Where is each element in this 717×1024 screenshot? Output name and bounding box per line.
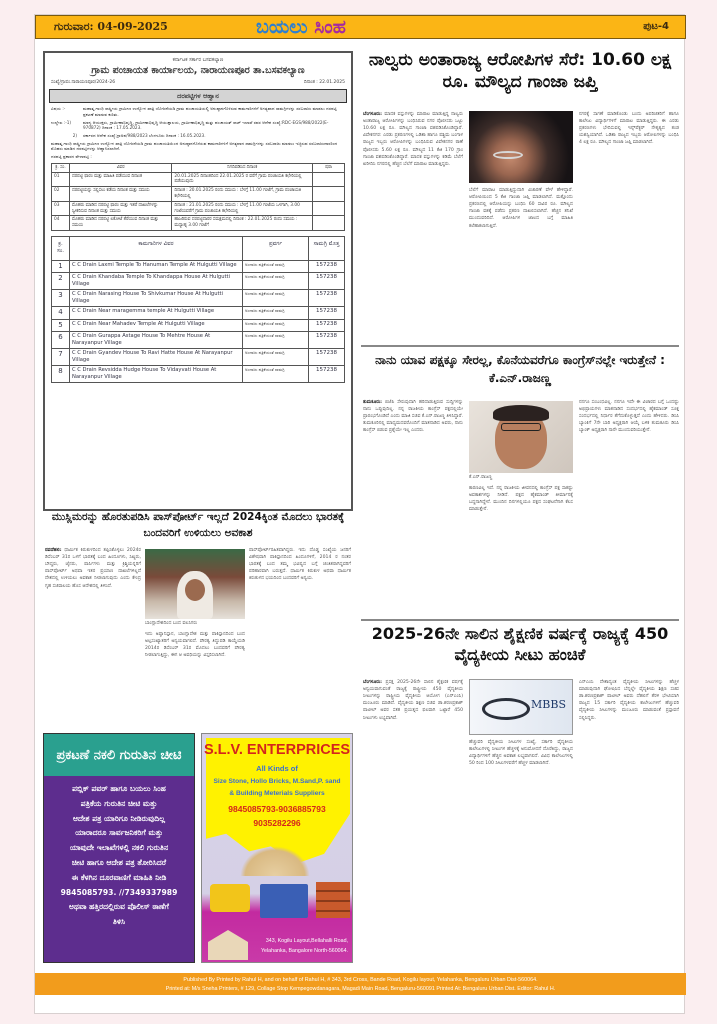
title-part-1: ಬಯಲು xyxy=(256,16,308,38)
works-cell-work: C C Drain Near Mahadev Temple At Hulgutti Village xyxy=(70,319,243,331)
medical-col-3: ಎನ್‌ಎಂಸಿ ದೇಶಾದ್ಯಂತ ವೈದ್ಯಕೀಯ ಸೀಟುಗಳನ್ನು ಹೆಚ್ಚಳ ಮಾಡುವುದಾಗಿ ಘೋಷಿಸಿದ ಬೆನ್ನಲ್ಲೇ ವೈದ್ಯಕೀಯ ಶಿಕ್ಷಣ ಸಚಿವ ಡಾ.ಶರಣಪ್ರಕಾಶ್ ಪಾಟೀಲ್ ಅವರು ದೆಹಲಿಗೆ ತೆರಳಿ ಭೇಟಿಯಾಗಿ ರಾಜ್ಯದ 15 ಸರ್ಕಾರಿ ವೈದ್ಯಕೀಯ ಕಾಲೇಜುಗಳಿಗೆ ಹೆಚ್ಚುವರಿ ವೈದ್ಯಕೀಯ ಸೀಟುಗಳನ್ನು ಮಂಜೂರು ಮಾಡುವಂತೆ ಪ್ರಸ್ತಾವನೆ ಸಲ್ಲಿಸಿದ್ದರು. xyxy=(579,680,679,721)
notice-body: ಮಹಾತ್ಮ ಗಾಂಧಿ ರಾಷ್ಟ್ರೀಯ ಗ್ರಾಮೀಣ ಉದ್ಯೋಗ ಖಾತ್ರಿ ಯೋಜನೆಯಡಿ ಗ್ರಾಮ ಪಂಚಾಯತಿಯಿಂದ ಅನುಷ್ಠಾನಗೊಳಿಸುವ ಕಾಮಗಾರಿಗಳಿಗೆ ಅಗತ್ಯವಾದ ಸಾಮಗ್ರಿಗಳನ್ನು ಸರಬರಾಜು ಮಾಡಲು ಇಚ್ಛಿಸುವ ಸರಬರಾಜುದಾರರಿಂದ ಮೊಹರು ಮಾಡಿದ ದರಪಟ್ಟಿಗಳನ್ನು ಆಹ್ವಾನಿಸಲಾಗಿದೆ. xyxy=(51,140,338,152)
works-cell-no: 3 xyxy=(52,290,70,307)
notice-reference-1 xyxy=(51,120,345,131)
slv-line-3: & Building Meterials Suppliers xyxy=(229,790,325,797)
fake-id-ad-line: ತಿಳಿಸಿ xyxy=(112,917,126,927)
notice-banner: ದರಪಟ್ಟಿಗಳ ಆಹ್ವಾನ xyxy=(49,89,347,104)
works-row xyxy=(52,260,345,272)
section-divider-2 xyxy=(361,619,679,621)
rajanna-col-2: ಕಾರಣವಿಲ್ಲ ಇದೆ. ನನ್ನ ರಾಜಕೀಯ ಜೀವನದಲ್ಲಿ ಕಾಂಗ್ರೆಸ್ ಪಕ್ಷ ಸಾಕಷ್ಟು ಅವಕಾಶಗಳನ್ನು ನೀಡಿದೆ. ಪಕ್ಷದ ಹೈಕಮಾಂಡ್ ತೀರ್ಮಾನಕ್ಕೆ ಬದ್ಧನಾಗಿದ್ದೇನೆ. ಮುಂದಿನ ದಿನಗಳಲ್ಲಿಯೂ ಪಕ್ಷದ ಸಂಘಟನೆಗಾಗಿ ಕೆಲಸ ಮಾಡುತ್ತೇನೆ. xyxy=(469,486,573,513)
passport-headline: ಮುಸ್ಲಿಮರನ್ನು ಹೊರತುಪಡಿಸಿ ಪಾಸ್‌ಪೋರ್ಟ್ ಇಲ್ಲದೆ 2024ಕ್ಕಿಂತ ಮೊದಲು ಭಾರತಕ್ಕೆ ಬಂದವರಿಗೆ ಉಳಿಯಲು ಅವಕಾಶ xyxy=(51,511,345,540)
works-col-amount: ಸಾಮಗ್ರಿ ಮೊತ್ತ xyxy=(309,236,345,260)
ganja-headline: ನಾಲ್ವರು ಅಂತಾರಾಜ್ಯ ಆರೋಪಿಗಳ ಸೆರೆ: 10.60 ಲಕ್ಷ ರೂ. ಮೌಲ್ಯದ ಗಾಂಜಾ ಜಪ್ತಿ xyxy=(368,50,672,93)
mbbs-label: MBBS xyxy=(531,698,566,711)
schedule-cell-detail: ಮೊಹರು ಮಾಡಿದ ದರಪಟ್ಟಿ ಲಕೋಟೆ ತೆರೆಯುವ ದಿನಾಂಕ ಮತ್ತು ಸಮಯ xyxy=(70,216,172,231)
fake-id-ad-line: 9845085793. //7349337989 xyxy=(60,887,178,897)
subject-label: ವಿಷಯ :- xyxy=(51,106,66,112)
works-cell-mode: ಅಂದಾಜು ಪತ್ರಿಕೆಯಂತೆ ಸಾಮಗ್ರಿ xyxy=(243,349,309,366)
rajanna-text-1: ಬಿಜೆಪಿ ಸೇರುವುದಾಗಿ ಹರಿದಾಡುತ್ತಿರುವ ಸುದ್ದಿಗಳನ್ನು ನಾನು ಒಪ್ಪುವುದಿಲ್ಲ. ನನ್ನ ರಾಜಕೀಯ ಕಾಂಗ್ರೆಸ್ ಪಕ್ಷದಲ್ಲಿಯೇ ಪ್ರಾರಂಭಗೊಂಡಿದೆ ಎಂದು ಮಾಜಿ ಸಚಿವ ಕೆ.ಎನ್.ರಾಜಣ್ಣ ತಿಳಿಸಿದ್ದಾರೆ. ತುಮಕೂರಿನಲ್ಲಿ ಮಾಧ್ಯಮದವರೊಂದಿಗೆ ಮಾತನಾಡಿದ ಅವರು, ನಾನು ಕಾಂಗ್ರೆಸ್ ಬಿಡುವ ಪ್ರಶ್ನೆಯೇ ಇಲ್ಲ ಎಂದರು. xyxy=(363,400,463,434)
passport-text-1: ಧಾರ್ಮಿಕ ಕಿರುಕುಳದಿಂದ ತಪ್ಪಿಸಿಕೊಳ್ಳಲು 2024ರ ಡಿಸೆಂಬರ್ 31ರ ಒಳಗೆ ಭಾರತಕ್ಕೆ ಬಂದ ಹಿಂದೂಗಳು, ಸಿಖ್ಖರು, ಬೌದ್ಧರು, ಜೈನರು, ಪಾರ್ಸಿಗಳು ಮತ್ತು ಕ್ರಿಶ್ಚಿಯನ್ನರಿಗೆ ಪಾಸ್‌ಪೋರ್ಟ್ ಅಥವಾ ಇತರ ಪ್ರಯಾಣ ದಾಖಲೆಗಳಿಲ್ಲದೆ ದೇಶದಲ್ಲಿ ಉಳಿಯಲು ಅವಕಾಶ ನೀಡಲಾಗುವುದು ಎಂದು ಕೇಂದ್ರ ಗೃಹ ಸಚಿವಾಲಯ ಹೊಸ ಆದೇಶದಲ್ಲಿ ತಿಳಿಸಿದೆ. xyxy=(45,548,141,589)
works-cell-mode: ಅಂದಾಜು ಪತ್ರಿಕೆಯಂತೆ ಸಾಮಗ್ರಿ xyxy=(243,273,309,290)
rajanna-headline: ನಾನು ಯಾವ ಪಕ್ಷಕ್ಕೂ ಸೇರಲ್ಲ, ಕೊನೆಯವರೆಗೂ ಕಾಂಗ್ರೆಸ್‌ನಲ್ಲೇ ಇರುತ್ತೇನೆ : ಕೆ.ಎನ್.ರಾಜಣ್ಣ xyxy=(375,353,665,385)
slv-address-1: 343, Kogilu Layout,Bellahalli Road, xyxy=(265,938,348,944)
works-cell-mode: ಅಂದಾಜು ಪತ್ರಿಕೆಯಂತೆ ಸಾಮಗ್ರಿ xyxy=(243,332,309,349)
fake-id-ad-line: ಯಾವುದೇ ಇಲಾಖೆಗಳಲ್ಲಿ ನಕಲಿ ಗುರುತಿನ xyxy=(69,843,169,853)
rajanna-photo xyxy=(469,401,573,473)
reference-2-label: 2) xyxy=(72,133,77,139)
works-cell-no: 5 xyxy=(52,319,70,331)
schedule-cell-detail: ದರಪಟ್ಟಿ ಫಾರಂ ಮತ್ತು ಮಾಹಿತಿ ಪಡೆಯುವ ದಿನಾಂಕ xyxy=(70,172,172,187)
page-number: ಪುಟ-4 xyxy=(643,21,669,32)
works-cell-no: 2 xyxy=(52,273,70,290)
works-cell-no: 1 xyxy=(52,260,70,272)
subject-text: ಮಹಾತ್ಮ ಗಾಂಧಿ ರಾಷ್ಟ್ರೀಯ ಗ್ರಾಮೀಣ ಉದ್ಯೋಗ ಖಾತ್ರಿ ಯೋಜನೆಯಡಿ ಗ್ರಾಮ ಪಂಚಾಯತಿಯಲ್ಲಿ ಅನುಷ್ಠಾನಗೊಳಿಸುವ ಕಾಮಗಾರಿಗಳಿಗೆ ಅಗತ್ಯವಾದ ಸಾಮಗ್ರಿಗಳನ್ನು ಸರಬರಾಜು ಮಾಡಲು ದರಪಟ್ಟಿ ಪ್ರಕಟಣೆ ಮಾಡುವ ಕುರಿತು. xyxy=(83,106,337,118)
works-cell-work: C C Drain Gyandev House To Ravi Hatte House At Narayanpur Village xyxy=(70,349,243,366)
newspaper-page xyxy=(34,14,685,1014)
slv-enterprises-ad xyxy=(201,733,353,963)
medical-col-2: ಹೆಚ್ಚುವರಿ ವೈದ್ಯಕೀಯ ಸೀಟುಗಳ ಸಂಖ್ಯೆ, ಸರ್ಕಾರಿ ವೈದ್ಯಕೀಯ ಕಾಲೇಜುಗಳಲ್ಲಿ ಸೀಟುಗಳ ಹೆಚ್ಚಳಕ್ಕೆ ಅನುಮೋದನೆ ದೊರೆತಿದ್ದು, ರಾಜ್ಯದ ವಿದ್ಯಾರ್ಥಿಗಳಿಗೆ ಹೆಚ್ಚಿನ ಅವಕಾಶ ಲಭ್ಯವಾಗಲಿದೆ. ವಿವಿಧ ಕಾಲೇಜುಗಳಲ್ಲಿ 50 ರಿಂದ 100 ಸೀಟುಗಳವರೆಗೆ ಹೆಚ್ಚಳ ಮಾಡಲಾಗಿದೆ. xyxy=(469,740,573,767)
spectacles-shape xyxy=(501,423,541,431)
works-cell-amount: 157238 xyxy=(309,260,345,272)
passport-col-3: ಪಾಸ್‌ಪೋರ್ಟ್‌ರಹಿತವಾಗಿದ್ದರು. ಇದು ದೊಡ್ಡ ಸಂಖ್ಯೆಯ ಜನರಿಗೆ ವಿಶೇಷವಾಗಿ ಪಾಕಿಸ್ತಾನದಿಂದ ಹಿಂದೂಗಳಿಗೆ, 2014 ರ ನಂತರ ಭಾರತಕ್ಕೆ ಬಂದ ತಮ್ಮ ಭವಿಷ್ಯದ ಬಗ್ಗೆ ಚಿಂತಿತರಾಗಿದ್ದವರಿಗೆ ಪರಿಹಾರವಾಗಿ ಬರುತ್ತದೆ. ಧಾರ್ಮಿಕ ಕಿರುಕುಳ ಅಥವಾ ಧಾರ್ಮಿಕ ಕಿರುಕುಳದ ಭಯದಿಂದ ಬಂದವರಿಗೆ ಅನ್ವಯ. xyxy=(249,548,351,582)
schedule-label: ದರಪಟ್ಟಿ ಪ್ರಕಾರದ ವೇಳಾಪಟ್ಟಿ : xyxy=(51,154,92,160)
works-cell-work: C C Drain Near maragemma temple At Hulgutti Village xyxy=(70,307,243,319)
works-cell-work: C C Drain Narasing House To Shivkumar House At Hulgutti Village xyxy=(70,290,243,307)
works-row xyxy=(52,349,345,366)
ganja-text-1: ಮಾದಕ ವಸ್ತುಗಳನ್ನು ಮಾರಾಟ ಮಾಡುತ್ತಿದ್ದ ನಾಲ್ವರು ಅಂತಾರಾಜ್ಯ ಆರೋಪಿಗಳನ್ನು ಬಂಧಿಸಿರುವ ನಗರ ಪೊಲೀಸರು ಒಟ್ಟು 10.60 ಲಕ್ಷ ರೂ. ಮೌಲ್ಯದ ಗಾಂಜಾ ವಶಪಡಿಸಿಕೊಂಡಿದ್ದಾರೆ. ವಿವೇಕನಗರ: ಎರಡು ಪ್ರಕರಣಗಳಲ್ಲಿ ಒಡಿಶಾ ಹಾಗೂ ಪಶ್ಚಿಮ ಬಂಗಾಳ ರಾಜ್ಯದ ಇಬ್ಬರು ಆರೋಪಿಗಳನ್ನು ಬಂಧಿಸಿರುವ ವಿವೇಕನಗರ ಠಾಣೆ ಪೊಲೀಸರು 5.60 ಲಕ್ಷ ರೂ. ಮೌಲ್ಯದ 11 ಕೆಜಿ 170 ಗ್ರಾಂ ಗಾಂಜಾ ವಶಪಡಿಸಿಕೊಂಡಿದ್ದಾರೆ. ಮಾದಕ ವಸ್ತುಗಳನ್ನು ಕಡಿಮೆ ಬೆಲೆಗೆ ಖರೀದಿಸಿ ನಗರದಲ್ಲಿ ಹೆಚ್ಚಿನ ಬೆಲೆಗೆ ಮಾರಾಟ ಮಾಡುತ್ತಿದ್ದರು. xyxy=(363,112,463,167)
notice-reference-2 xyxy=(51,133,345,139)
passport-photo-caption: ಬಾಂಗ್ಲಾದೇಶದಿಂದ ಬಂದ ವಲಸಿಗರು xyxy=(145,621,198,626)
excavator-shape xyxy=(210,884,250,912)
schedule-cell-date: ಹಾಜರಿರುವ ದರಪಟ್ಟಿದಾರರ ಸಮಕ್ಷಮದಲ್ಲಿ ದಿನಾಂಕ : 22.01.2025 ರಂದು ಸಮಯ : ಮಧ್ಯಾಹ್ನ 3.00 ಗಂಟೆಗೆ xyxy=(172,216,313,231)
notice-department: ಕರ್ನಾಟಕ ಸರ್ಕಾರ ಬಸವಕಲ್ಯಾಣ xyxy=(172,57,224,63)
schedule-table xyxy=(51,163,345,231)
works-cell-amount: 157238 xyxy=(309,273,345,290)
fake-id-ad-line: ಪತ್ರಿಕೆಯ ಗುರುತಿನ ಚೀಟಿ ಮತ್ತು xyxy=(80,798,158,808)
schedule-cell-remarks xyxy=(313,201,345,216)
ganja-col-2: ಬೆಲೆಗೆ ಮಾರಾಟ ಮಾಡುತ್ತಿದ್ದುದಾಗಿ ವಿಚಾರಣೆ ವೇಳೆ ಹೇಳಿದ್ದಾರೆ. ಆರೋಪಿಯಿಂದ 5 ಕೆಜಿ ಗಾಂಜಾ ಜಪ್ತಿ ಮಾಡಲಾಗಿದೆ. ಮತ್ತೊಂದು ಪ್ರಕರಣದಲ್ಲಿ ಆರೋಪಿಯನ್ನು ಬಂಧಿಸಿ 60 ಸಾವಿರ ರೂ. ಮೌಲ್ಯದ ಗಾಂಜಾ ವಶಕ್ಕೆ ಪಡೆದು ಪ್ರಕರಣ ದಾಖಲಿಸಲಾಗಿದೆ. ಹೆಚ್ಚಿನ ತನಿಖೆ ಮುಂದುವರಿದಿದೆ. ಆರೋಪಿಗಳ ಜಾಲದ ಬಗ್ಗೆ ಮಾಹಿತಿ ಕಲೆಹಾಕಲಾಗುತ್ತಿದೆ. xyxy=(469,188,573,229)
medical-text-1: ಪ್ರಸಕ್ತ 2025-26ನೇ ಸಾಲಿನ ಶೈಕ್ಷಣಿಕ ವರ್ಷಕ್ಕೆ ಅನ್ವಯವಾಗುವಂತೆ ರಾಜ್ಯಕ್ಕೆ ರಾಷ್ಟ್ರೀಯ 450 ವೈದ್ಯಕೀಯ ಸೀಟುಗಳನ್ನು ರಾಷ್ಟ್ರೀಯ ವೈದ್ಯಕೀಯ ಆಯೋಗ (ಎನ್‌ಎಂಸಿ) ಮಂಜೂರು ಮಾಡಿದೆ. ವೈದ್ಯಕೀಯ ಶಿಕ್ಷಣ ಸಚಿವ ಡಾ.ಶರಣಪ್ರಕಾಶ್ ಪಾಟೀಲ್ ಅವರ ಸತತ ಪ್ರಯತ್ನದ ಫಲವಾಗಿ ಒಟ್ಟಾರೆ 450 ಸೀಟುಗಳು ಲಭ್ಯವಾಗಿವೆ. xyxy=(363,680,463,721)
rajanna-dateline: ತುಮಕೂರು: xyxy=(363,400,382,405)
fake-id-ad-line: ಚೀಟಿ ಹಾಗೂ ಆದೇಶ ಪತ್ರ ತೋರಿಸಿದರೆ xyxy=(71,857,167,867)
slv-phone-2: 9035282296 xyxy=(253,818,301,828)
schedule-cell-detail: ದರಪಟ್ಟಿಯನ್ನು ಸಲ್ಲಿಸಲು ಕಡೆಯ ದಿನಾಂಕ ಮತ್ತು ಸಮಯ xyxy=(70,187,172,202)
works-cell-mode: ಅಂದಾಜು ಪತ್ರಿಕೆಯಂತೆ ಸಾಮಗ್ರಿ xyxy=(243,260,309,272)
works-col-work: ಕಾಮಗಾರಿಗಳ ವಿವರ xyxy=(70,236,243,260)
notice-office: ಗ್ರಾಮ ಪಂಚಾಯತ ಕಾರ್ಯಾಲಯ, ನಾರಾಯಣಪೂರ ತಾ.ಬಸವಕಲ್ಯಾಣ xyxy=(91,64,305,76)
passport-dateline: ನವದೆಹಲಿ: xyxy=(45,548,62,553)
masthead xyxy=(35,15,686,39)
works-cell-mode: ಅಂದಾಜು ಪತ್ರಿಕೆಯಂತೆ ಸಾಮಗ್ರಿ xyxy=(243,290,309,307)
medical-headline: 2025-26ನೇ ಸಾಲಿನ ಶೈಕ್ಷಣಿಕ ವರ್ಷಕ್ಕೆ ರಾಜ್ಯಕ್ಕೆ 450 ವೈದ್ಯಕೀಯ ಸೀಟು ಹಂಚಿಕೆ xyxy=(371,624,669,665)
works-cell-mode: ಅಂದಾಜು ಪತ್ರಿಕೆಯಂತೆ ಸಾಮಗ್ರಿ xyxy=(243,319,309,331)
slv-address-2: Yelahanka, Bangalore North-560064. xyxy=(261,948,348,954)
ganja-dateline: ಬೆಂಗಳೂರು: xyxy=(363,112,382,117)
bricks-shape xyxy=(316,882,350,918)
slv-line-2: Size Stone, Hollo Bricks, M.Sand,P. sand xyxy=(213,778,341,785)
slv-line-1: All Kinds of xyxy=(256,764,298,773)
fake-id-ad-line: ಪಬ್ಲಿಕ್ ಪವರ್ ಹಾಗೂ ಬಯಲು ಸಿಂಹ xyxy=(72,784,166,793)
newspaper-title xyxy=(256,16,346,38)
schedule-cell-date: ದಿನಾಂಕ : 21.01.2025 ರಂದು ಸಮಯ : ಬೆಳಗ್ಗೆ 11.00 ಗಂಟೆಯ ಒಳಗಾಗಿ, 3.00 ಗಂಟೆಯವರೆಗೆ ಗ್ರಾಮ ಪಂಚಾಯತಿ ಕಛೇರಿಯಲ್ಲಿ xyxy=(172,201,313,216)
works-row xyxy=(52,366,345,383)
rajanna-photo-caption: ಕೆ.ಎನ್.ರಾಜಣ್ಣ xyxy=(469,475,493,480)
works-cell-amount: 157238 xyxy=(309,319,345,331)
works-cell-amount: 157238 xyxy=(309,366,345,383)
schedule-row xyxy=(52,172,345,187)
section-divider xyxy=(361,345,679,347)
works-cell-work: C C Drain Khandaba Temple To Khandappa House At Hulgutti Village xyxy=(70,273,243,290)
fake-id-notice-ad xyxy=(43,733,195,963)
footer-line-2: Printed at: M/s Sneha Printers, # 129, Collage Stop Kempegowdanagara, Magadi Main Road, Bengaluru-560091 Printed At: Bengaluru Urban Dist. Editor: Rahul H. xyxy=(165,985,556,992)
slv-phone-1: 9845085793-9036885793 xyxy=(228,804,326,814)
schedule-col-detail: ವಿವರ xyxy=(70,163,172,172)
works-table xyxy=(51,236,345,383)
works-row xyxy=(52,307,345,319)
rajanna-col-3: ನನಗೂ ಸಂಬಂಧವಿಲ್ಲ. ನನಗೂ ಇದೇ ಈ ವಿಚಾರದ ಬಗ್ಗೆ ಒಂದಷ್ಟು ಅಭಿಪ್ರಾಯಗಳು ಮಾತನಾಡಿದ ಸಂದರ್ಭದಲ್ಲಿ ಹೈಕಮಾಂಡ್ ಸೂಕ್ತ ಸಂದರ್ಭದಲ್ಲಿ ನಿರ್ಧಾರ ತೆಗೆದುಕೊಳ್ಳುತ್ತದೆ ಎಂದು ಹೇಳಿದರು. ಡಿಸಿಸಿ ಬ್ಯಾಂಕಿಗೆ 7ನೇ ಬಾರಿ ಅಧ್ಯಕ್ಷರಾಗಿ ಆಯ್ಕೆ ಬಳಿಕ ತುಮಕೂರು ಡಿಸಿಸಿ ಬ್ಯಾಂಕ್ ಅಧ್ಯಕ್ಷರಾಗಿ ನಾನೇ ಮುಂದುವರಿಯುತ್ತೇನೆ. xyxy=(579,400,679,434)
works-cell-amount: 157238 xyxy=(309,332,345,349)
works-cell-no: 8 xyxy=(52,366,70,383)
schedule-cell-date: 20.01.2025 ದಿನಾಂಕದಿಂದ 22.01.2025 ರ ವರೆಗೆ ಗ್ರಾಮ ಪಂಚಾಯತಿ ಕಛೇರಿಯಲ್ಲಿ ಪಡೆಯುವುದು xyxy=(172,172,313,187)
reference-1-text: ಮಾನ್ಯ ಆಯುಕ್ತರು, ಗ್ರಾಮೀಣಾಭಿವೃದ್ಧಿ, ಗ್ರಾಮೀಣಾಭಿವೃದ್ಧಿ ಆಯುಕ್ತಾಲಯ, ಗ್ರಾಮೀಣಾಭಿವೃದ್ಧಿ ಮತ್ತು ಪಂಚಾಯತ್ ರಾಜ್ ಇಲಾಖೆ ರವರ ಆದೇಶ ಸಂಖ್ಯೆ:RDC-EGS/988/2022(E-970872) ದಿನಾಂಕ : 17.05.2023. xyxy=(83,119,329,131)
schedule-row xyxy=(52,201,345,216)
handcuffs-photo xyxy=(469,111,573,183)
refugees-photo xyxy=(145,549,245,619)
works-cell-no: 4 xyxy=(52,307,70,319)
works-row xyxy=(52,290,345,307)
works-cell-work: C C Drain Revsidda Hudge House To Vidayvati House At Narayanpur Village xyxy=(70,366,243,383)
sand-pile-shape xyxy=(240,846,310,876)
works-cell-amount: 157238 xyxy=(309,349,345,366)
ganja-col-1 xyxy=(363,111,463,341)
fake-id-ad-title: ಪ್ರಕಟಣೆ ನಕಲಿ ಗುರುತಿನ ಚೀಟಿ xyxy=(44,734,194,776)
schedule-cell-date: ದಿನಾಂಕ : 20.01.2025 ರಂದು ಸಮಯ : ಬೆಳಗ್ಗೆ 11.00 ಗಂಟೆಗೆ, ಗ್ರಾಮ ಪಂಚಾಯತಿ ಕಛೇರಿಯಲ್ಲಿ xyxy=(172,187,313,202)
fake-id-ad-line: ಯಾರಾದರೂ ಸಾರ್ವಜನಿಕರಿಗೆ ಮತ್ತು xyxy=(75,828,163,838)
title-part-2: ಸಿಂಹ xyxy=(314,16,346,38)
schedule-cell-no: 02 xyxy=(52,187,70,202)
schedule-cell-no: 03 xyxy=(52,201,70,216)
works-cell-amount: 157238 xyxy=(309,290,345,307)
works-cell-work: C C Drain Laxmi Temple To Hanuman Temple At Hulgutti Village xyxy=(70,260,243,272)
medical-col-1 xyxy=(363,679,463,967)
works-cell-mode: ಅಂದಾಜು ಪತ್ರಿಕೆಯಂತೆ ಸಾಮಗ್ರಿ xyxy=(243,307,309,319)
fake-id-ad-body xyxy=(44,776,194,936)
rajanna-col-1 xyxy=(363,399,463,619)
mbbs-photo xyxy=(469,679,573,735)
schedule-col-date: ನಿಗದಿಪಡಿಸಿದ ದಿನಾಂಕ xyxy=(172,163,313,172)
schedule-cell-detail: ಮೊಹರು ಮಾಡಿದ ದರಪಟ್ಟಿ ಫಾರಂ ಮತ್ತು ಇತರೆ ದಾಖಲೆಗಳನ್ನು ಸ್ವೀಕರಿಸುವ ದಿನಾಂಕ ಮತ್ತು ಸಮಯ xyxy=(70,201,172,216)
passport-col-1 xyxy=(45,547,141,727)
reference-label: ಉಲ್ಲೇಖ :-1) xyxy=(51,119,72,125)
schedule-cell-remarks xyxy=(313,172,345,187)
slv-name: S.L.V. ENTERPRICES xyxy=(203,742,351,758)
tender-notice xyxy=(43,51,353,511)
notice-subject xyxy=(51,106,345,117)
truck-shape xyxy=(260,884,308,918)
stethoscope-shape xyxy=(482,698,530,720)
footer-line-1: Published By Printed by Rahul H, and on behalf of Rahul H, # 343, 3rd Cross, Bande Road, Kogilu layout, Yelahanka, Bengaluru Urban Dist-560064. xyxy=(183,977,538,983)
face-shape-2 xyxy=(185,579,205,601)
hair-shape xyxy=(493,405,549,421)
notice-ref-no: ಸಂಖ್ಯೆ/ಗ್ರಾಪಂ.ನಾರಾಯಣಪೂರ/2024-26 xyxy=(51,79,116,85)
schedule-cell-no: 01 xyxy=(52,172,70,187)
schedule-cell-remarks xyxy=(313,216,345,231)
handcuff-ring xyxy=(493,151,523,159)
fake-id-ad-line: ಈ ಕೆಳಗಿನ ದೂರವಾಣಿಗೆ ಮಾಹಿತಿ ನೀಡಿ xyxy=(71,872,167,882)
works-row xyxy=(52,319,345,331)
imprint-footer xyxy=(35,973,686,995)
medical-dateline: ಬೆಂಗಳೂರು: xyxy=(363,680,382,685)
passport-col-2: ಇದು ಅಫ್ಘಾನಿಸ್ತಾನ, ಬಾಂಗ್ಲಾದೇಶ ಮತ್ತು ಪಾಕಿಸ್ತಾನದಿಂದ ಬಂದ ಅಲ್ಪಸಂಖ್ಯಾತರಿಗೆ ಅನ್ವಯವಾಗಲಿದೆ. ಪೌರತ್ವ ತಿದ್ದುಪಡಿ ಕಾಯ್ದೆಯಡಿ 2014ರ ಡಿಸೆಂಬರ್ 31ರ ಮೊದಲು ಬಂದವರಿಗೆ ಪೌರತ್ವ ನೀಡಲಾಗುತ್ತಿದ್ದು, ಈಗ ಆ ಅವಧಿಯನ್ನು ವಿಸ್ತರಿಸಲಾಗಿದೆ. xyxy=(145,632,245,659)
works-cell-amount: 157238 xyxy=(309,307,345,319)
works-cell-mode: ಅಂದಾಜು ಪತ್ರಿಕೆಯಂತೆ ಸಾಮಗ್ರಿ xyxy=(243,366,309,383)
notice-ref-row xyxy=(51,80,345,86)
works-header-row xyxy=(52,236,345,260)
schedule-row xyxy=(52,216,345,231)
schedule-cell-remarks xyxy=(313,187,345,202)
schedule-cell-no: 04 xyxy=(52,216,70,231)
issue-date: ಗುರುವಾರ: 04-09-2025 xyxy=(54,20,168,33)
works-cell-work: C C Drain Gurappa Astage House To Mehtre House At Narayanpur Village xyxy=(70,332,243,349)
notice-date: ದಿನಾಂಕ : 22.01.2025 xyxy=(303,79,345,85)
reference-2-text: ಸರ್ಕಾರದ ಆದೇಶ ಸಂಖ್ಯೆ:ಗ್ರಾಅಪ/988/2023 ಬೆಂಗಳೂರು ದಿನಾಂಕ : 16.05.2023. xyxy=(83,133,206,139)
works-row xyxy=(52,332,345,349)
fake-id-ad-line: ಅಥವಾ ಹತ್ತಿರದಲ್ಲಿರುವ ಪೊಲೀಸ್ ಠಾಣೆಗೆ xyxy=(69,902,169,912)
works-row xyxy=(52,273,345,290)
schedule-header-row xyxy=(52,163,345,172)
fake-id-ad-line: ಆದೇಶ ಪತ್ರ ಯಾರಿಗೂ ನೀಡಿರುವುದಿಲ್ಲ xyxy=(72,813,166,823)
schedule-col-remarks: ಷರಾ xyxy=(313,163,345,172)
works-col-no: ಕ್ರ. ಸಂ. xyxy=(52,236,70,260)
schedule-row xyxy=(52,187,345,202)
works-col-category: ಪ್ರವರ್ಗ xyxy=(243,236,309,260)
house-shape xyxy=(208,930,248,960)
works-cell-no: 6 xyxy=(52,332,70,349)
ganja-col-3: ನಗರಕ್ಕೆ ಸಾಗಣೆ ಮಾಡಿಕೊಂಡು ಬಂದು ಅಪರಿಚಿತರಿಗೆ ಹಾಗೂ ಕಾಲೇಜು ವಿದ್ಯಾರ್ಥಿಗಳಿಗೆ ಮಾರಾಟ ಮಾಡುತ್ತಿದ್ದರು. ಈ ಎರಡು ಪ್ರಕರಣಗಳು ಭೇದಿಸುವಲ್ಲಿ ಇನ್ಸ್‌ಪೆಕ್ಟರ್ ನೇತೃತ್ವದ ತಂಡ ಯಶಸ್ವಿಯಾಗಿದೆ. ಒಡಿಶಾ ರಾಜ್ಯದ ಇಬ್ಬರು ಆರೋಪಿಗಳನ್ನು ಬಂಧಿಸಿ 4 ಲಕ್ಷ ರೂ. ಮೌಲ್ಯದ ಗಾಂಜಾ ಜಪ್ತಿ ಮಾಡಲಾಗಿದೆ. xyxy=(579,112,679,146)
schedule-col-no: ಕ್ರ. ಸಂ. xyxy=(52,163,70,172)
works-cell-no: 7 xyxy=(52,349,70,366)
